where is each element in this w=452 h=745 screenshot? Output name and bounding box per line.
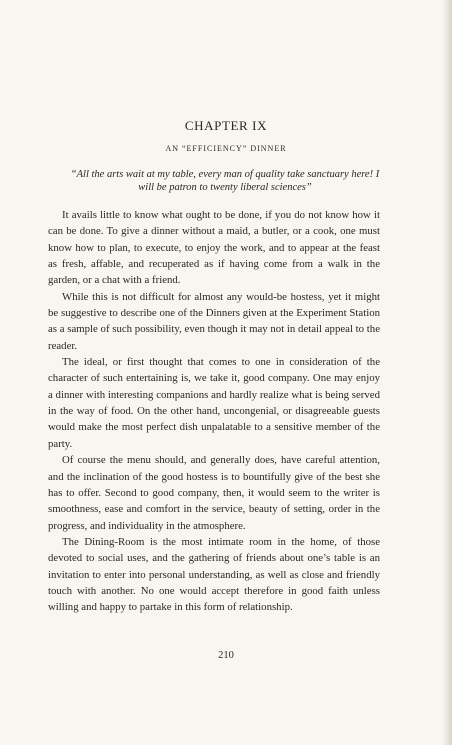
paragraph-1: It avails little to know what ought to be done, if you do not know how it can be done. To give a dinner without a maid, a butler, or a cook, one must know how to plan, to execute, to enjoy the work, and to appear at the feast as fresh, affable, and recuperated as if having come from a walk in the garden, or a chat with a friend.: [48, 209, 380, 287]
page-number: 210: [218, 650, 234, 661]
page-edge-shadow: [442, 0, 452, 745]
epigraph: “All the arts wait at my table, every man of quality take sanctuary here! I will be patron to twenty liberal sciences”: [70, 169, 380, 193]
chapter-subtitle: AN “EFFICIENCY” DINNER: [165, 144, 287, 153]
body-text: [48, 207, 380, 616]
paragraph-4: Of course the menu should, and generally does, have careful attention, and the inclination of the good hostess is to bountifully give of the best she has to offer. Second to good company, then, it would seem to the writer is smoothness, ease and comfort in the service, beauty of setting, order in the progress, and individuality in the atmosphere.: [48, 454, 380, 532]
paragraph-2: While this is not difficult for almost any would-be hostess, yet it might be suggestive to describe one of the Dinners given at the Experiment Station as a sample of such possibility, even though it may not in detail appeal to the reader.: [48, 290, 380, 352]
paragraph-5: The Dining-Room is the most intimate room in the home, of those devoted to social uses, and the gathering of friends about one’s table is an invitation to enter into personal understanding, as well as close and friendly touch with another. No one would accept therefore in good faith unless willing and happy to partake in this form of relationship.: [48, 535, 380, 614]
paragraph-3: The ideal, or first thought that comes to one in consideration of the character of such entertaining is, we take it, good company. One may enjoy a dinner with interesting companions and hardly realize what is being served in the way of food. On the other hand, uncongenial, or disagreeable guests would make the most perfect dish unpalatable to a sensitive member of the party.: [48, 356, 380, 450]
chapter-title: CHAPTER IX: [184, 118, 268, 133]
